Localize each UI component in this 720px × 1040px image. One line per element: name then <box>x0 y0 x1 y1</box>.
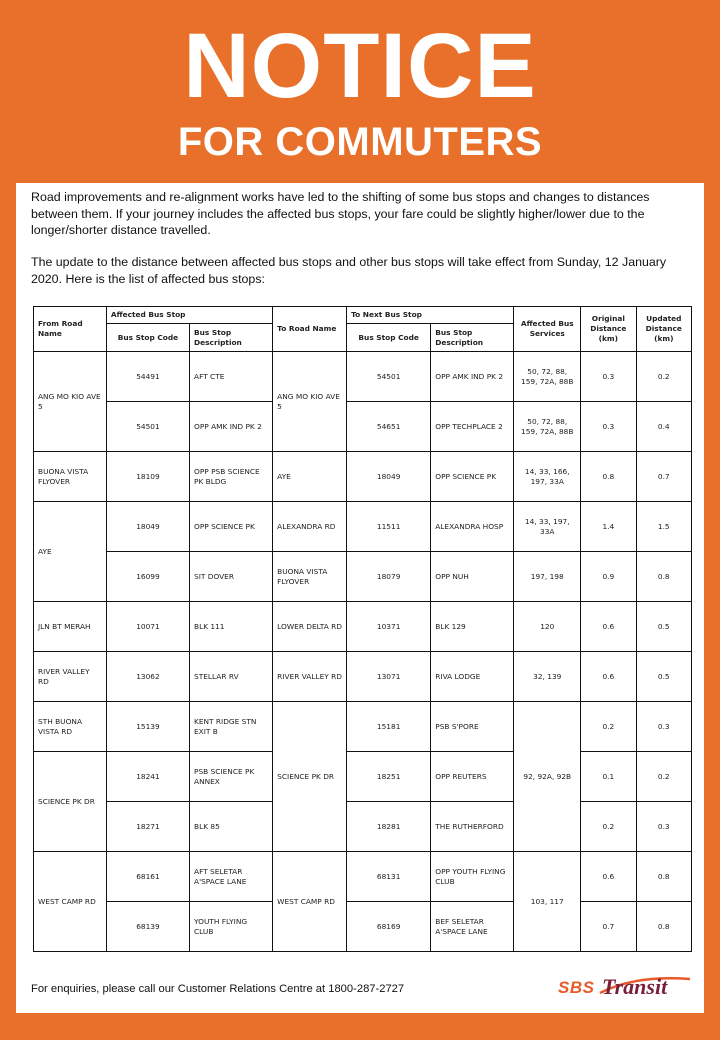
services-cell: 120 <box>514 602 581 652</box>
header-original-distance: Original Distance (km) <box>581 307 636 352</box>
table-row <box>34 902 692 952</box>
services-cell: 92, 92A, 92B <box>514 702 581 852</box>
services-cell: 50, 72, 88, 159, 72A, 88B <box>514 352 581 402</box>
notice-header <box>0 0 720 183</box>
original-distance-cell: 0.3 <box>581 402 636 452</box>
next-stop-code-cell: 68131 <box>347 852 431 902</box>
from-road-cell: JLN BT MERAH <box>34 602 107 652</box>
bus-stop-code-cell: 54491 <box>106 352 189 402</box>
logo-sbs-text: SBS <box>558 978 595 997</box>
header-to-next-bus-stop: To Next Bus Stop <box>347 307 514 324</box>
bus-stop-desc-cell: OPP SCIENCE PK <box>190 502 273 552</box>
original-distance-cell: 1.4 <box>581 502 636 552</box>
from-road-cell: ANG MO KIO AVE 5 <box>34 352 107 452</box>
next-stop-desc-cell: OPP TECHPLACE 2 <box>431 402 514 452</box>
intro-paragraph-1: Road improvements and re-alignment works have led to the shifting of some bus stops and changes to distances between them. If your journey includes the affected bus stops, your fare could be slightly higher/lower due to the longer/shorter distance travelled. <box>31 190 650 237</box>
bus-stop-code-cell: 10071 <box>106 602 189 652</box>
original-distance-cell: 0.6 <box>581 852 636 902</box>
bus-stop-code-cell: 68161 <box>106 852 189 902</box>
header-updated-distance: Updated Distance (km) <box>636 307 691 352</box>
bus-stop-desc-cell: SIT DOVER <box>190 552 273 602</box>
original-distance-cell: 0.2 <box>581 802 636 852</box>
logo-transit-text: Transit <box>602 974 668 999</box>
bus-stop-code-cell: 18049 <box>106 502 189 552</box>
next-stop-code-cell: 13071 <box>347 652 431 702</box>
to-road-cell: LOWER DELTA RD <box>273 602 347 652</box>
header-affected-bus-stop: Affected Bus Stop <box>106 307 272 324</box>
notice-title: NOTICE <box>183 15 537 117</box>
next-stop-code-cell: 18049 <box>347 452 431 502</box>
updated-distance-cell: 0.5 <box>636 602 691 652</box>
bus-stop-code-cell: 68139 <box>106 902 189 952</box>
services-cell: 32, 139 <box>514 652 581 702</box>
next-stop-desc-cell: OPP SCIENCE PK <box>431 452 514 502</box>
updated-distance-cell: 0.3 <box>636 802 691 852</box>
table-row <box>34 852 692 902</box>
original-distance-cell: 0.8 <box>581 452 636 502</box>
table-row <box>34 652 692 702</box>
updated-distance-cell: 1.5 <box>636 502 691 552</box>
from-road-cell: STH BUONA VISTA RD <box>34 702 107 752</box>
from-road-cell: RIVER VALLEY RD <box>34 652 107 702</box>
header-from-road: From Road Name <box>34 307 107 352</box>
table-row <box>34 702 692 752</box>
bus-stop-code-cell: 16099 <box>106 552 189 602</box>
original-distance-cell: 0.1 <box>581 752 636 802</box>
services-cell: 103, 117 <box>514 852 581 952</box>
table-row <box>34 352 692 402</box>
table-row <box>34 802 692 852</box>
from-road-cell: AYE <box>34 502 107 602</box>
next-stop-code-cell: 68169 <box>347 902 431 952</box>
affected-bus-stops-table <box>33 306 692 952</box>
bus-stop-desc-cell: OPP PSB SCIENCE PK BLDG <box>190 452 273 502</box>
header-to-road: To Road Name <box>273 307 347 352</box>
next-stop-desc-cell: OPP NUH <box>431 552 514 602</box>
next-stop-desc-cell: THE RUTHERFORD <box>431 802 514 852</box>
bus-stop-desc-cell: AFT CTE <box>190 352 273 402</box>
bus-stop-code-cell: 15139 <box>106 702 189 752</box>
table-row <box>34 502 692 552</box>
to-road-cell: ALEXANDRA RD <box>273 502 347 552</box>
services-cell: 197, 198 <box>514 552 581 602</box>
next-stop-code-cell: 11511 <box>347 502 431 552</box>
from-road-cell: SCIENCE PK DR <box>34 752 107 852</box>
bus-stop-code-cell: 13062 <box>106 652 189 702</box>
next-stop-desc-cell: OPP YOUTH FLYING CLUB <box>431 852 514 902</box>
original-distance-cell: 0.2 <box>581 702 636 752</box>
next-stop-desc-cell: ALEXANDRA HOSP <box>431 502 514 552</box>
updated-distance-cell: 0.8 <box>636 552 691 602</box>
next-stop-desc-cell: RIVA LODGE <box>431 652 514 702</box>
bus-stop-code-cell: 54501 <box>106 402 189 452</box>
bus-stop-desc-cell: STELLAR RV <box>190 652 273 702</box>
bus-stop-desc-cell: BLK 111 <box>190 602 273 652</box>
next-stop-code-cell: 18281 <box>347 802 431 852</box>
to-road-cell: BUONA VISTA FLYOVER <box>273 552 347 602</box>
updated-distance-cell: 0.2 <box>636 352 691 402</box>
to-road-cell: WEST CAMP RD <box>273 852 347 952</box>
bus-stop-code-cell: 18241 <box>106 752 189 802</box>
updated-distance-cell: 0.8 <box>636 852 691 902</box>
next-stop-code-cell: 15181 <box>347 702 431 752</box>
header-bus-stop-code: Bus Stop Code <box>106 324 189 352</box>
to-road-cell: ANG MO KIO AVE 5 <box>273 352 347 452</box>
table-row <box>34 402 692 452</box>
next-stop-desc-cell: BLK 129 <box>431 602 514 652</box>
bus-stop-code-cell: 18271 <box>106 802 189 852</box>
table-row <box>34 752 692 802</box>
next-stop-code-cell: 18079 <box>347 552 431 602</box>
updated-distance-cell: 0.8 <box>636 902 691 952</box>
bus-stop-desc-cell: YOUTH FLYING CLUB <box>190 902 273 952</box>
updated-distance-cell: 0.5 <box>636 652 691 702</box>
header-next-bus-stop-description: Bus Stop Description <box>431 324 514 352</box>
bus-stop-desc-cell: OPP AMK IND PK 2 <box>190 402 273 452</box>
bus-stop-desc-cell: PSB SCIENCE PK ANNEX <box>190 752 273 802</box>
updated-distance-cell: 0.3 <box>636 702 691 752</box>
services-cell: 14, 33, 166, 197, 33A <box>514 452 581 502</box>
bus-stop-desc-cell: BLK 85 <box>190 802 273 852</box>
table-row <box>34 452 692 502</box>
header-next-bus-stop-code: Bus Stop Code <box>347 324 431 352</box>
intro-paragraph-2: The update to the distance between affected bus stops and other bus stops will take effect from Sunday, 12 January 2020. Here is the list of affected bus stops: <box>31 255 667 286</box>
next-stop-code-cell: 18251 <box>347 752 431 802</box>
original-distance-cell: 0.6 <box>581 602 636 652</box>
bus-stop-code-cell: 18109 <box>106 452 189 502</box>
from-road-cell: BUONA VISTA FLYOVER <box>34 452 107 502</box>
to-road-cell: RIVER VALLEY RD <box>273 652 347 702</box>
notice-panel <box>16 183 704 1013</box>
next-stop-desc-cell: PSB S'PORE <box>431 702 514 752</box>
updated-distance-cell: 0.7 <box>636 452 691 502</box>
next-stop-desc-cell: OPP AMK IND PK 2 <box>431 352 514 402</box>
enquiries-text: For enquiries, please call our Customer Relations Centre at 1800-287-2727 <box>31 983 405 995</box>
updated-distance-cell: 0.4 <box>636 402 691 452</box>
original-distance-cell: 0.6 <box>581 652 636 702</box>
to-road-cell: SCIENCE PK DR <box>273 702 347 852</box>
updated-distance-cell: 0.2 <box>636 752 691 802</box>
to-road-cell: AYE <box>273 452 347 502</box>
sbs-transit-logo <box>556 973 696 1003</box>
next-stop-code-cell: 54651 <box>347 402 431 452</box>
table-row <box>34 602 692 652</box>
original-distance-cell: 0.9 <box>581 552 636 602</box>
from-road-cell: WEST CAMP RD <box>34 852 107 952</box>
next-stop-desc-cell: BEF SELETAR A'SPACE LANE <box>431 902 514 952</box>
table-row <box>34 552 692 602</box>
original-distance-cell: 0.7 <box>581 902 636 952</box>
header-affected-services: Affected Bus Services <box>514 307 581 352</box>
services-cell: 50, 72, 88, 159, 72A, 88B <box>514 402 581 452</box>
next-stop-code-cell: 54501 <box>347 352 431 402</box>
header-bus-stop-description: Bus Stop Description <box>190 324 273 352</box>
services-cell: 14, 33, 197, 33A <box>514 502 581 552</box>
original-distance-cell: 0.3 <box>581 352 636 402</box>
next-stop-code-cell: 10371 <box>347 602 431 652</box>
bus-stop-desc-cell: KENT RIDGE STN EXIT B <box>190 702 273 752</box>
bus-stop-desc-cell: AFT SELETAR A'SPACE LANE <box>190 852 273 902</box>
notice-subtitle: FOR COMMUTERS <box>177 120 543 164</box>
next-stop-desc-cell: OPP REUTERS <box>431 752 514 802</box>
